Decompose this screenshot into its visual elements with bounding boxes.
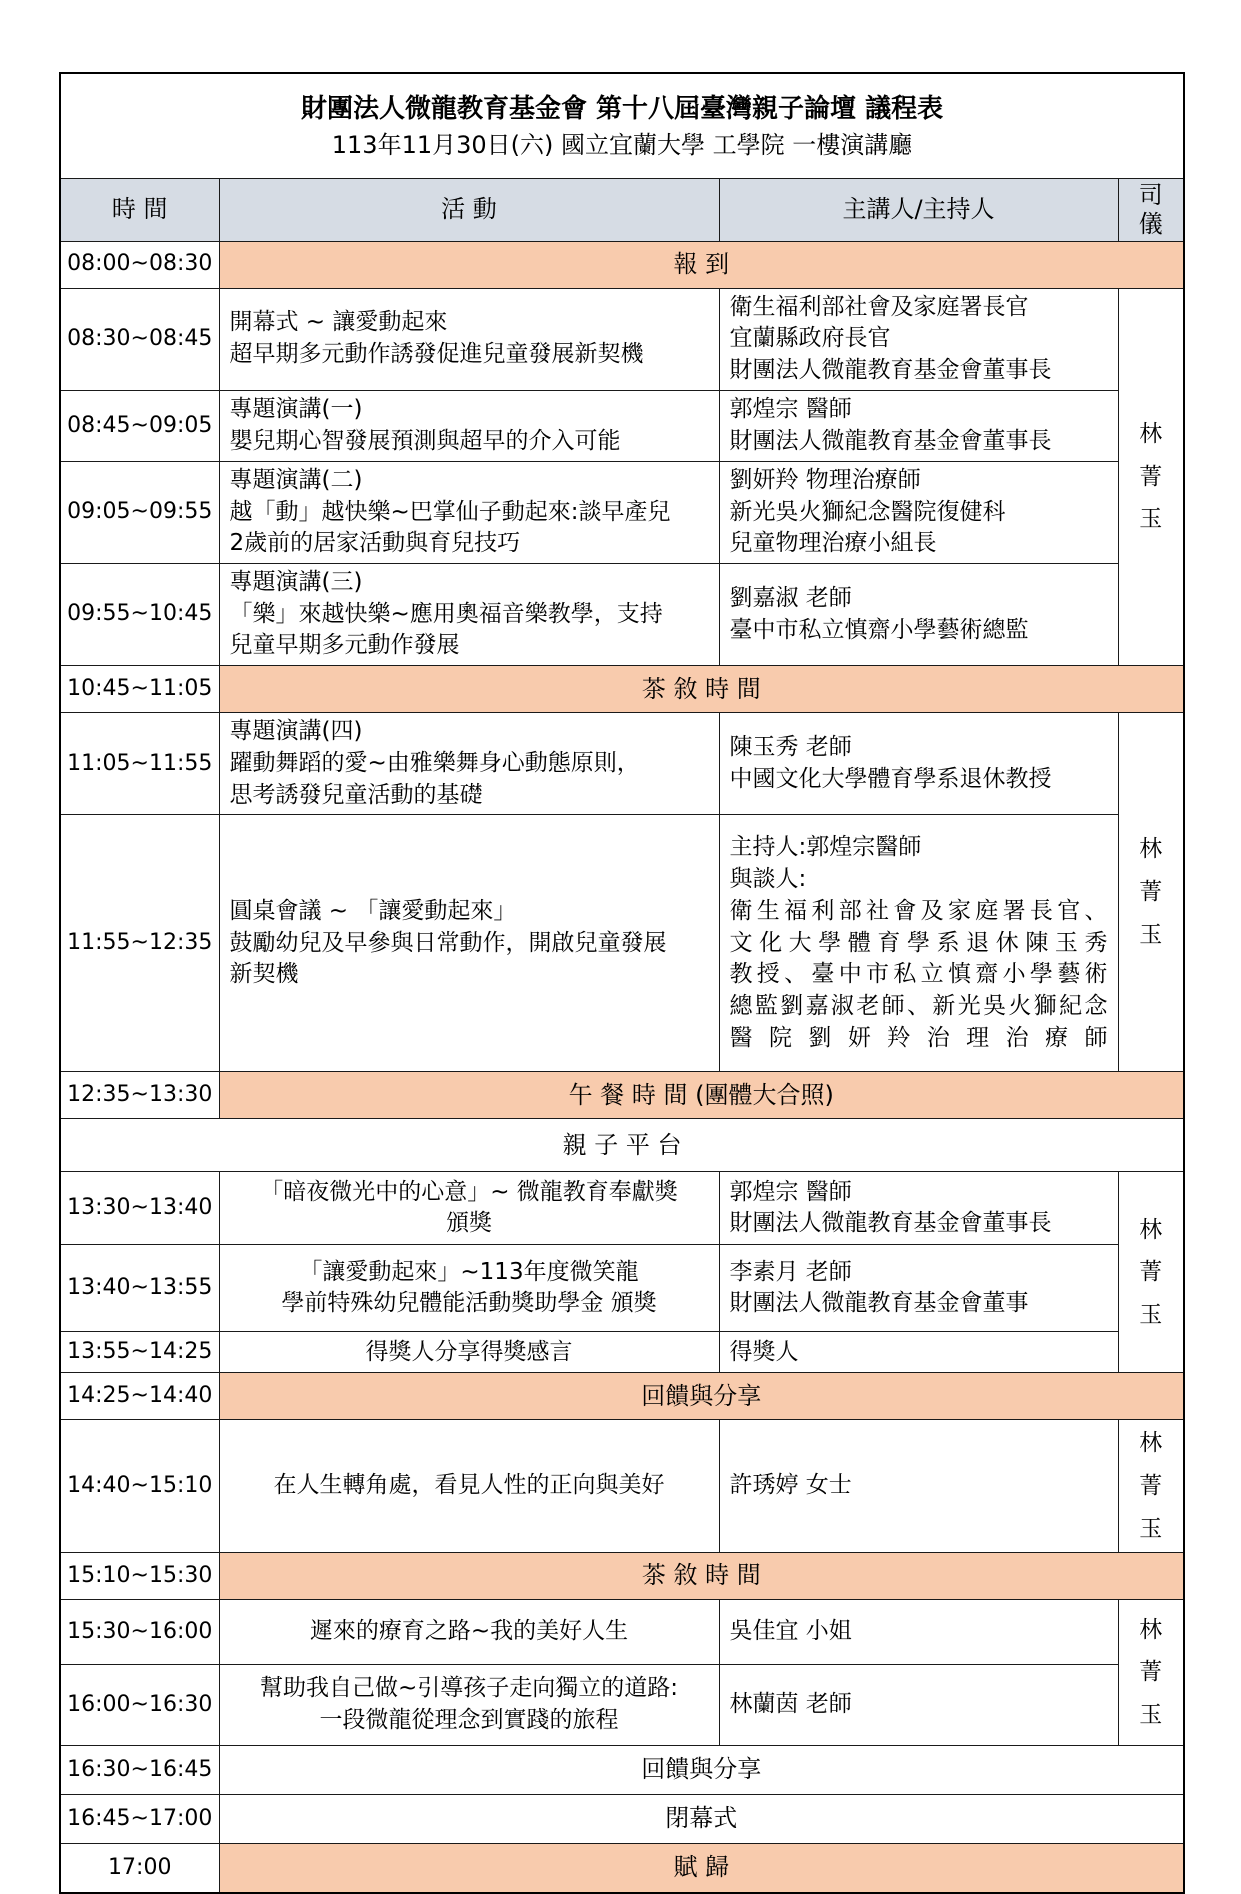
mc-cell: 林菁玉 bbox=[1118, 288, 1184, 666]
speaker-line: 劉嘉淑 老師 bbox=[729, 584, 852, 611]
table-row bbox=[60, 241, 1184, 288]
activity-line: 思考誘發兒童活動的基礎 bbox=[229, 781, 483, 808]
activity-line: 專題演講(三) bbox=[229, 569, 363, 595]
column-header-time: 時 間 bbox=[60, 179, 219, 242]
section-label: 回饋與分享 bbox=[219, 1373, 1184, 1420]
time-cell: 14:40~15:10 bbox=[60, 1420, 219, 1553]
activity-cell bbox=[219, 713, 719, 815]
table-row bbox=[60, 815, 1184, 1072]
table-row bbox=[60, 1332, 1184, 1373]
activity-line: 嬰兒期心智發展預測與超早的介入可能 bbox=[229, 427, 621, 454]
speaker-line: 臺中市私立慎齋小學藝術總監 bbox=[729, 616, 1029, 643]
time-cell: 14:25~14:40 bbox=[60, 1373, 219, 1420]
activity-line: 開幕式 ~ 讓愛動起來 bbox=[229, 309, 448, 336]
time-cell: 08:45~09:05 bbox=[60, 390, 219, 461]
section-label: 午 餐 時 間 (團體大合照) bbox=[219, 1072, 1184, 1119]
activity-line: 「樂」來越快樂~應用奧福音樂教學，支持 bbox=[229, 600, 663, 627]
table-row bbox=[60, 1420, 1184, 1553]
section-label: 親 子 平 台 bbox=[60, 1119, 1184, 1172]
section-label: 回饋與分享 bbox=[219, 1746, 1184, 1795]
speaker-line: 衛生福利部社會及家庭署長官 bbox=[729, 293, 1029, 320]
activity-cell bbox=[219, 461, 719, 563]
table-row bbox=[60, 1844, 1184, 1894]
speaker-line: 陳玉秀 老師 bbox=[729, 734, 852, 761]
activity-line: 專題演講(二) bbox=[229, 466, 363, 493]
time-cell: 09:05~09:55 bbox=[60, 461, 219, 563]
speaker-line: 李素月 老師 bbox=[729, 1258, 852, 1285]
time-cell: 16:00~16:30 bbox=[60, 1665, 219, 1746]
table-row bbox=[60, 1553, 1184, 1600]
activity-cell bbox=[219, 390, 719, 461]
schedule-table bbox=[59, 72, 1185, 1894]
speaker-line: 得獎人 bbox=[729, 1338, 799, 1365]
time-cell: 15:10~15:30 bbox=[60, 1553, 219, 1600]
activity-line: 專題演講(四) bbox=[229, 718, 363, 745]
column-header-activity: 活 動 bbox=[219, 179, 719, 242]
activity-line: 得獎人分享得獎感言 bbox=[365, 1338, 573, 1365]
column-header-mc: 司儀 bbox=[1118, 179, 1184, 242]
time-cell: 11:05~11:55 bbox=[60, 713, 219, 815]
page-subtitle: 113年11月30日(六) 國立宜蘭大學 工學院 一樓演講廳 bbox=[331, 130, 913, 159]
speaker-line: 文化大學體育學系退休陳玉秀 bbox=[729, 929, 1108, 956]
activity-line: 「讓愛動起來」~113年度微笑龍 bbox=[299, 1258, 639, 1285]
speaker-cell bbox=[719, 288, 1118, 390]
activity-line: 新契機 bbox=[229, 961, 299, 988]
activity-line: 鼓勵幼兒及早參與日常動作，開啟兒童發展 bbox=[229, 929, 667, 956]
activity-cell bbox=[219, 1600, 719, 1665]
speaker-cell bbox=[719, 1172, 1118, 1245]
mc-cell: 林菁玉 bbox=[1118, 1420, 1184, 1553]
table-row bbox=[60, 390, 1184, 461]
speaker-line: 與談人: bbox=[729, 866, 807, 893]
speaker-line: 中國文化大學體育學系退休教授 bbox=[729, 765, 1052, 792]
section-label: 報 到 bbox=[219, 241, 1184, 288]
activity-cell bbox=[219, 1665, 719, 1746]
speaker-cell bbox=[719, 1245, 1118, 1332]
speaker-line: 財團法人微龍教育基金會董事長 bbox=[729, 357, 1052, 384]
table-row bbox=[60, 713, 1184, 815]
activity-cell bbox=[219, 564, 719, 666]
speaker-line: 教授、臺中市私立慎齋小學藝術 bbox=[729, 961, 1108, 988]
speaker-cell bbox=[719, 390, 1118, 461]
table-row bbox=[60, 1119, 1184, 1172]
activity-line: 專題演講(一) bbox=[229, 396, 363, 423]
activity-cell bbox=[219, 1420, 719, 1553]
speaker-cell bbox=[719, 1600, 1118, 1665]
activity-line: 一段微龍從理念到實踐的旅程 bbox=[319, 1707, 619, 1734]
time-cell: 09:55~10:45 bbox=[60, 564, 219, 666]
speaker-cell bbox=[719, 461, 1118, 563]
table-row bbox=[60, 1072, 1184, 1119]
table-row bbox=[60, 1172, 1184, 1245]
time-cell: 08:30~08:45 bbox=[60, 288, 219, 390]
speaker-line: 郭煌宗 醫師 bbox=[729, 396, 852, 423]
time-cell: 12:35~13:30 bbox=[60, 1072, 219, 1119]
speaker-line: 劉妍羚 物理治療師 bbox=[729, 466, 921, 493]
section-label: 茶 敘 時 間 bbox=[219, 666, 1184, 713]
activity-cell bbox=[219, 1332, 719, 1373]
speaker-line: 衛生福利部社會及家庭署長官、 bbox=[729, 897, 1108, 924]
time-cell: 13:40~13:55 bbox=[60, 1245, 219, 1332]
table-row bbox=[60, 1373, 1184, 1420]
time-cell: 10:45~11:05 bbox=[60, 666, 219, 713]
speaker-line: 財團法人微龍教育基金會董事長 bbox=[729, 427, 1052, 454]
activity-cell bbox=[219, 1172, 719, 1245]
section-label: 賦 歸 bbox=[219, 1844, 1184, 1894]
column-header-speaker: 主講人/主持人 bbox=[719, 179, 1118, 242]
speaker-cell bbox=[719, 713, 1118, 815]
time-cell: 17:00 bbox=[60, 1844, 219, 1894]
activity-line: 在人生轉角處，看見人性的正向與美好 bbox=[273, 1472, 665, 1499]
time-cell: 11:55~12:35 bbox=[60, 815, 219, 1072]
activity-line: 頒獎 bbox=[446, 1210, 492, 1237]
table-row bbox=[60, 1665, 1184, 1746]
table-row bbox=[60, 1795, 1184, 1844]
page-title: 財團法人微龍教育基金會 第十八屆臺灣親子論壇 議程表 bbox=[300, 93, 944, 124]
mc-cell: 林菁玉 bbox=[1118, 713, 1184, 1072]
activity-line: 越「動」越快樂~巴掌仙子動起來:談早產兒 bbox=[229, 498, 671, 525]
section-label: 閉幕式 bbox=[219, 1795, 1184, 1844]
speaker-cell bbox=[719, 1420, 1118, 1553]
speaker-line: 吳佳宜 小姐 bbox=[729, 1618, 852, 1645]
mc-cell: 林菁玉 bbox=[1118, 1600, 1184, 1746]
activity-line: 圓桌會議 ~ 「讓愛動起來」 bbox=[229, 897, 517, 924]
speaker-line: 總監劉嘉淑老師、新光吳火獅紀念 bbox=[729, 993, 1108, 1019]
table-row bbox=[60, 1600, 1184, 1665]
activity-line: 躍動舞蹈的愛~由雅樂舞身心動態原則， bbox=[229, 749, 640, 776]
table-row bbox=[60, 461, 1184, 563]
speaker-cell bbox=[719, 564, 1118, 666]
activity-line: 幫助我自己做~引導孩子走向獨立的道路: bbox=[259, 1675, 679, 1702]
speaker-line: 許琇婷 女士 bbox=[729, 1472, 852, 1499]
activity-line: 超早期多元動作誘發促進兒童發展新契機 bbox=[229, 341, 644, 368]
activity-cell bbox=[219, 1245, 719, 1332]
speaker-line: 財團法人微龍教育基金會董事長 bbox=[729, 1210, 1052, 1237]
activity-line: 兒童早期多元動作發展 bbox=[229, 632, 460, 659]
speaker-line: 宜蘭縣政府長官 bbox=[729, 325, 891, 352]
speaker-line: 郭煌宗 醫師 bbox=[729, 1178, 852, 1205]
table-row bbox=[60, 564, 1184, 666]
speaker-line: 財團法人微龍教育基金會董事 bbox=[729, 1290, 1029, 1317]
time-cell: 08:00~08:30 bbox=[60, 241, 219, 288]
speaker-line: 林蘭茵 老師 bbox=[729, 1691, 852, 1718]
time-cell: 16:30~16:45 bbox=[60, 1746, 219, 1795]
table-row bbox=[60, 1746, 1184, 1795]
table-row bbox=[60, 73, 1184, 179]
activity-cell bbox=[219, 815, 719, 1072]
table-header-row bbox=[60, 179, 1184, 242]
table-row bbox=[60, 666, 1184, 713]
time-cell: 15:30~16:00 bbox=[60, 1600, 219, 1665]
section-label: 茶 敘 時 間 bbox=[219, 1553, 1184, 1600]
speaker-line: 兒童物理治療小組長 bbox=[729, 530, 937, 557]
speaker-line: 主持人:郭煌宗醫師 bbox=[729, 834, 922, 861]
agenda-sheet bbox=[59, 72, 1183, 1894]
activity-line: 2歲前的居家活動與育兒技巧 bbox=[229, 530, 521, 557]
time-cell: 16:45~17:00 bbox=[60, 1795, 219, 1844]
activity-cell bbox=[219, 288, 719, 390]
activity-line: 遲來的療育之路~我的美好人生 bbox=[309, 1618, 629, 1645]
speaker-line: 新光吳火獅紀念醫院復健科 bbox=[729, 498, 1006, 525]
mc-cell: 林菁玉 bbox=[1118, 1172, 1184, 1373]
speaker-cell bbox=[719, 815, 1118, 1072]
table-row bbox=[60, 288, 1184, 390]
speaker-cell bbox=[719, 1332, 1118, 1373]
time-cell: 13:30~13:40 bbox=[60, 1172, 219, 1245]
speaker-line: 醫院劉妍羚治理治療師 bbox=[729, 1024, 1108, 1051]
time-cell: 13:55~14:25 bbox=[60, 1332, 219, 1373]
activity-line: 學前特殊幼兒體能活動獎助學金 頒獎 bbox=[281, 1290, 657, 1317]
table-row bbox=[60, 1245, 1184, 1332]
title-block bbox=[60, 73, 1184, 179]
speaker-cell bbox=[719, 1665, 1118, 1746]
activity-line: 「暗夜微光中的心意」~ 微龍教育奉獻獎 bbox=[260, 1178, 678, 1205]
